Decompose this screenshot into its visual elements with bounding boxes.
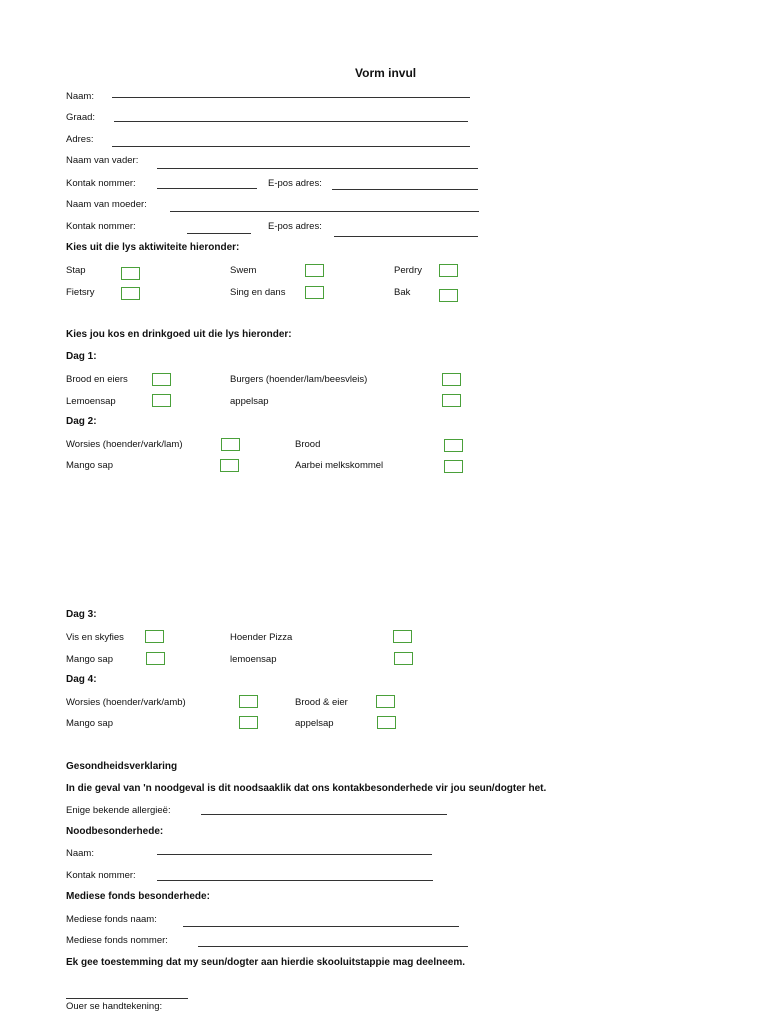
food-label: Burgers (hoender/lam/beesvleis) — [230, 374, 368, 385]
fund-number-field[interactable] — [198, 946, 468, 947]
activity-label: Swem — [230, 265, 257, 276]
food-label: Mango sap — [66, 460, 114, 471]
naam-field[interactable] — [112, 97, 470, 98]
activity-checkbox[interactable] — [121, 287, 140, 300]
epos-vader-label: E-pos adres: — [268, 178, 322, 189]
emergency-heading: Noodbesonderhede: — [66, 826, 164, 837]
food-checkbox[interactable] — [444, 460, 463, 473]
food-label: Aarbei melkskommel — [295, 460, 384, 471]
adres-label: Adres: — [66, 134, 94, 145]
fund-name-field[interactable] — [183, 926, 459, 927]
activities-heading: Kies uit die lys aktiwiteite hieronder: — [66, 242, 240, 253]
kontak-nommer-vader-label: Kontak nommer: — [66, 178, 136, 189]
food-checkbox[interactable] — [377, 716, 396, 729]
fund-name-label: Mediese fonds naam: — [66, 914, 157, 925]
food-label: Lemoensap — [66, 396, 116, 407]
food-label: lemoensap — [230, 654, 277, 665]
activity-label: Sing en dans — [230, 287, 286, 298]
allergies-label: Enige bekende allergieë: — [66, 805, 171, 816]
food-checkbox[interactable] — [146, 652, 165, 665]
graad-label: Graad: — [66, 112, 96, 123]
food-label: appelsap — [230, 396, 269, 407]
food-label: appelsap — [295, 718, 334, 729]
activity-checkbox[interactable] — [439, 264, 458, 277]
adres-field[interactable] — [112, 146, 470, 147]
food-heading: Kies jou kos en drinkgoed uit die lys hieronder: — [66, 329, 292, 340]
emergency-naam-field[interactable] — [157, 854, 432, 855]
activity-checkbox[interactable] — [305, 286, 324, 299]
kontak-nommer-vader-field[interactable] — [157, 188, 257, 189]
food-checkbox[interactable] — [221, 438, 240, 451]
activity-label: Bak — [394, 287, 411, 298]
allergies-field[interactable] — [201, 814, 447, 815]
epos-vader-field[interactable] — [332, 189, 478, 190]
fund-number-label: Mediese fonds nommer: — [66, 935, 168, 946]
naam-moeder-label: Naam van moeder: — [66, 199, 147, 210]
food-label: Hoender Pizza — [230, 632, 293, 643]
naam-label: Naam: — [66, 91, 94, 102]
naam-vader-label: Naam van vader: — [66, 155, 139, 166]
food-checkbox[interactable] — [239, 716, 258, 729]
day-2-label: Dag 2: — [66, 416, 97, 427]
epos-moeder-label: E-pos adres: — [268, 221, 322, 232]
consent-text: Ek gee toestemming dat my seun/dogter aan hierdie skooluitstappie mag deelneem. — [66, 957, 465, 968]
emergency-kontak-field[interactable] — [157, 880, 433, 881]
food-label: Brood & eier — [295, 697, 348, 708]
day-1-label: Dag 1: — [66, 351, 97, 362]
food-label: Brood — [295, 439, 321, 450]
activity-checkbox[interactable] — [439, 289, 458, 302]
kontak-nommer-moeder-label: Kontak nommer: — [66, 221, 136, 232]
signature-field[interactable] — [66, 998, 188, 999]
activity-checkbox[interactable] — [121, 267, 140, 280]
epos-moeder-field[interactable] — [334, 236, 478, 237]
day-4-label: Dag 4: — [66, 674, 97, 685]
health-heading: Gesondheidsverklaring — [66, 761, 178, 772]
activity-label: Perdry — [394, 265, 422, 276]
naam-vader-field[interactable] — [157, 168, 478, 169]
fund-heading: Mediese fonds besonderhede: — [66, 891, 210, 902]
food-label: Mango sap — [66, 654, 114, 665]
food-label: Vis en skyfies — [66, 632, 124, 643]
kontak-nommer-moeder-field[interactable] — [187, 233, 251, 234]
naam-moeder-field[interactable] — [170, 211, 479, 212]
graad-field[interactable] — [114, 121, 468, 122]
food-checkbox[interactable] — [376, 695, 395, 708]
food-label: Mango sap — [66, 718, 114, 729]
food-checkbox[interactable] — [220, 459, 239, 472]
food-label: Worsies (hoender/vark/amb) — [66, 697, 186, 708]
signature-label: Ouer se handtekening: — [66, 1001, 163, 1012]
activity-label: Stap — [66, 265, 86, 276]
food-label: Brood en eiers — [66, 374, 128, 385]
activity-label: Fietsry — [66, 287, 95, 298]
food-checkbox[interactable] — [442, 373, 461, 386]
food-checkbox[interactable] — [152, 373, 171, 386]
food-checkbox[interactable] — [394, 652, 413, 665]
activity-checkbox[interactable] — [305, 264, 324, 277]
food-checkbox[interactable] — [442, 394, 461, 407]
food-label: Worsies (hoender/vark/lam) — [66, 439, 183, 450]
emergency-note: In die geval van 'n noodgeval is dit noodsaaklik dat ons kontakbesonderhede vir jou seun/dogter het. — [66, 783, 547, 794]
food-checkbox[interactable] — [239, 695, 258, 708]
emergency-naam-label: Naam: — [66, 848, 94, 859]
food-checkbox[interactable] — [152, 394, 171, 407]
page-title: Vorm invul — [355, 66, 417, 80]
food-checkbox[interactable] — [393, 630, 412, 643]
emergency-kontak-label: Kontak nommer: — [66, 870, 136, 881]
day-3-label: Dag 3: — [66, 609, 97, 620]
food-checkbox[interactable] — [145, 630, 164, 643]
food-checkbox[interactable] — [444, 439, 463, 452]
